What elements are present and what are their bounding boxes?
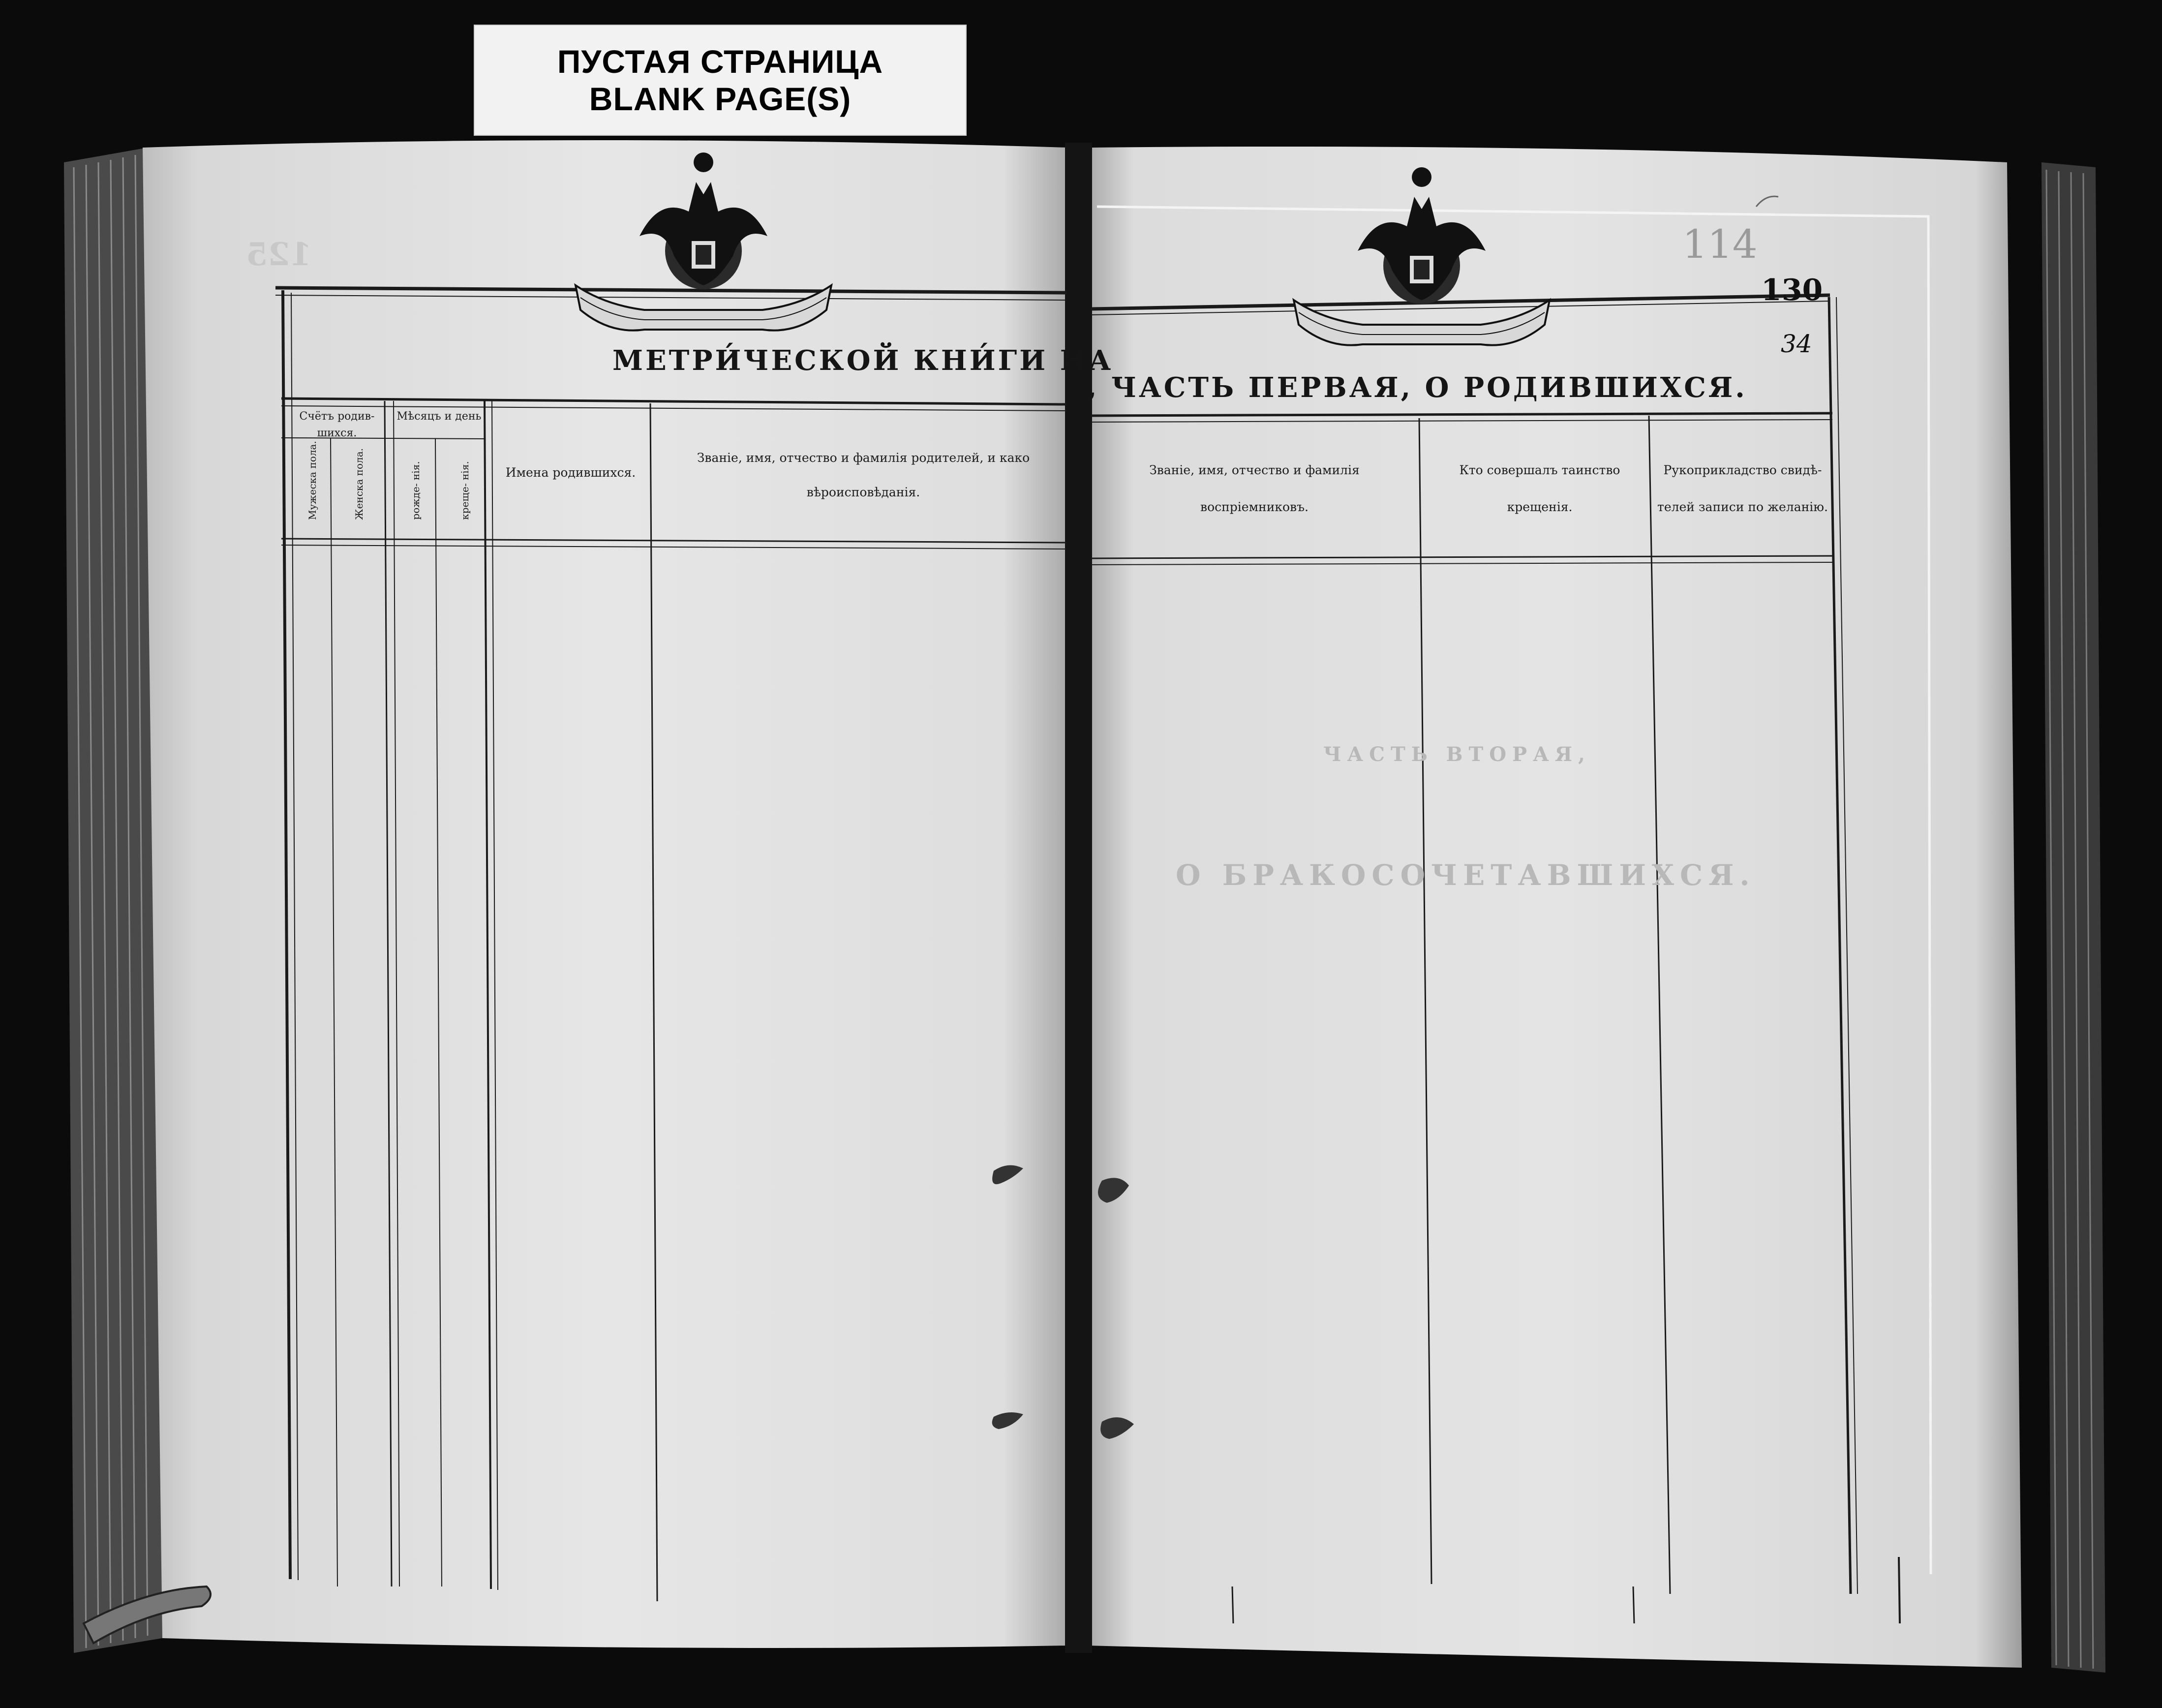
right-page-title: , ЧАСТЬ ПЕРВАЯ, О РОДИВШИХСЯ. bbox=[1087, 371, 1747, 404]
right-page-bleed-line2: О БРАКОСОЧЕТАВШИХСЯ. bbox=[1176, 858, 1756, 892]
col-names: Имена родившихся. bbox=[505, 465, 636, 480]
blank-page-label-english: BLANK PAGE(S) bbox=[589, 81, 852, 117]
blank-page-label bbox=[474, 25, 967, 136]
col-godparents-line1: Званіе, имя, отчество и фамилія bbox=[1149, 463, 1360, 477]
col-birth: рожде- нія. bbox=[410, 461, 422, 520]
col-witness-line2: телей записи по желанію. bbox=[1657, 500, 1828, 514]
col-parents-line1: Званіе, имя, отчество и фамилія родителей, и како bbox=[697, 451, 1030, 465]
col-godparents-line2: воспріемниковъ. bbox=[1200, 500, 1309, 514]
right-page-number: 130 bbox=[1761, 273, 1823, 307]
left-page-title: МЕТРИ́ЧЕСКОЙ КНИ́ГИ НА bbox=[612, 344, 1114, 377]
col-count-group bbox=[290, 408, 384, 442]
col-priest-line2: крещенія. bbox=[1507, 500, 1573, 514]
col-priest-line1: Кто совершалъ таинство bbox=[1459, 463, 1620, 477]
col-female: Женска пола. bbox=[353, 448, 365, 520]
left-page-bleed-number: 125 bbox=[246, 236, 312, 273]
right-page-handwritten-number: 34 bbox=[1781, 330, 1812, 358]
col-month-group-label: Мѣсяцъ и день bbox=[396, 410, 482, 423]
right-page-bleed-line1: ЧАСТЬ ВТОРАЯ, bbox=[1323, 743, 1591, 766]
col-witness-line1: Рукоприкладство свидѣ- bbox=[1663, 463, 1822, 477]
col-parents-line2: вѣроисповѣданія. bbox=[806, 485, 920, 499]
col-male: Мужеска пола. bbox=[306, 441, 318, 520]
blank-page-label-russian: ПУСТАЯ СТРАНИЦА bbox=[557, 43, 883, 80]
right-page-pencil-number: 114 bbox=[1682, 221, 1758, 267]
col-month-group bbox=[394, 408, 485, 425]
col-count-group-label: Счётъ родив- шихся. bbox=[299, 410, 375, 439]
col-baptism: креще- нія. bbox=[459, 461, 471, 520]
